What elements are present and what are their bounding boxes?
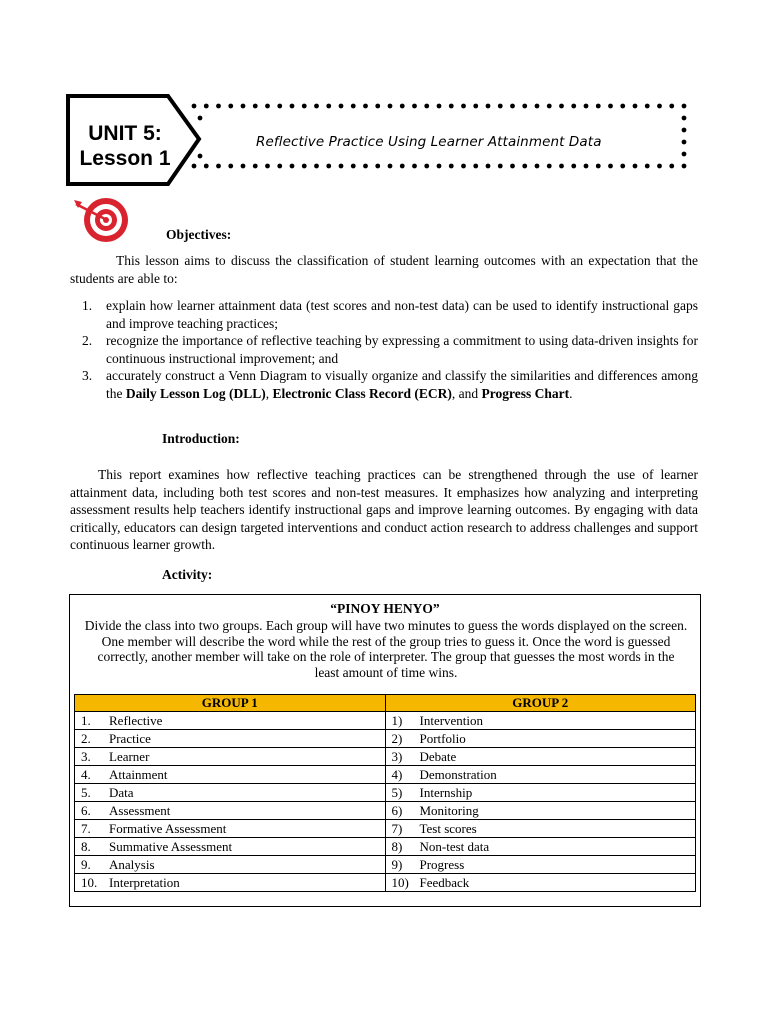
frame-dot xyxy=(645,164,650,169)
frame-dot xyxy=(216,104,221,109)
frame-dot xyxy=(326,104,331,109)
progress-chart-term: Progress Chart xyxy=(481,385,570,401)
group1-word: 2. Practice xyxy=(75,730,386,748)
table-row xyxy=(75,874,696,892)
frame-dot xyxy=(351,164,356,169)
frame-dot xyxy=(547,164,552,169)
frame-dot xyxy=(473,164,478,169)
group2-word: 1) Intervention xyxy=(385,712,696,730)
frame-dot xyxy=(265,164,270,169)
frame-dot xyxy=(473,104,478,109)
frame-dot xyxy=(657,104,662,109)
frame-dot xyxy=(596,164,601,169)
frame-dot xyxy=(633,164,638,169)
lesson-label: Lesson 1 xyxy=(79,147,171,170)
objectives-intro: This lesson aims to discuss the classification of student learning outcomes with an expectation that the students are able to: xyxy=(70,253,698,286)
group2-word: 3) Debate xyxy=(385,748,696,766)
dll-term: Daily Lesson Log (DLL) xyxy=(125,385,266,401)
activity-description: Divide the class into two groups. Each group will have two minutes to guess the words displayed on the screen. One member will describe the word while the rest of the group tries to guess it. Once the word is guessed correctly, another member will take on the role of interpreter. The group that guesses the most words in the least amount of time wins. xyxy=(84,618,688,680)
frame-dot xyxy=(204,104,209,109)
table-row xyxy=(75,730,696,748)
frame-dot xyxy=(351,104,356,109)
frame-dot xyxy=(682,164,687,169)
frame-dot xyxy=(302,104,307,109)
frame-dot xyxy=(277,104,282,109)
frame-dot xyxy=(277,164,282,169)
frame-dot xyxy=(375,104,380,109)
table-row xyxy=(75,838,696,856)
frame-dot xyxy=(682,104,687,109)
activity-heading: Activity: xyxy=(162,567,213,582)
frame-dot xyxy=(682,152,687,157)
group2-word: 5) Internship xyxy=(385,784,696,802)
frame-dot xyxy=(424,104,429,109)
frame-dot xyxy=(535,164,540,169)
group2-header: GROUP 2 xyxy=(385,695,696,712)
frame-dot xyxy=(302,164,307,169)
frame-dot xyxy=(192,164,197,169)
frame-dot xyxy=(339,164,344,169)
frame-dot xyxy=(449,104,454,109)
table-row xyxy=(75,856,696,874)
frame-dot xyxy=(510,104,515,109)
frame-dot xyxy=(584,164,589,169)
group1-word: 3. Learner xyxy=(75,748,386,766)
frame-dot xyxy=(412,164,417,169)
frame-dot xyxy=(571,164,576,169)
lesson-title: Reflective Practice Using Learner Attainment Data xyxy=(256,134,602,150)
group1-word: 5. Data xyxy=(75,784,386,802)
frame-dot xyxy=(522,104,527,109)
frame-dot xyxy=(228,164,233,169)
frame-dot xyxy=(608,104,613,109)
frame-dot xyxy=(388,164,393,169)
frame-dot xyxy=(326,164,331,169)
frame-dot xyxy=(510,164,515,169)
objective-item: 3. accurately construct a Venn Diagram to visually organize and classify the similarities and differences among the Daily Lesson Log (DLL), Electronic Class Record (ECR), and Progress Chart. xyxy=(82,368,698,401)
frame-dot xyxy=(620,164,625,169)
frame-dot xyxy=(486,104,491,109)
group2-word: 2) Portfolio xyxy=(385,730,696,748)
frame-dot xyxy=(198,154,203,159)
group2-word: 8) Non-test data xyxy=(385,838,696,856)
frame-dot xyxy=(375,164,380,169)
objectives-heading: Objectives: xyxy=(166,227,232,242)
frame-dot xyxy=(424,164,429,169)
frame-dot xyxy=(633,104,638,109)
frame-dot xyxy=(669,104,674,109)
activity-title: “PINOY HENYO” xyxy=(330,601,440,616)
group1-word: 4. Attainment xyxy=(75,766,386,784)
frame-dot xyxy=(400,164,405,169)
frame-dot xyxy=(547,104,552,109)
frame-dot xyxy=(682,140,687,145)
group1-word: 10. Interpretation xyxy=(75,874,386,892)
frame-dot xyxy=(682,128,687,133)
frame-dot xyxy=(498,164,503,169)
objectives-list xyxy=(82,297,698,402)
frame-dot xyxy=(216,164,221,169)
objective-item: 1. explain how learner attainment data (test scores and non-test data) can be used to identify instructional gaps and improve teaching practices; xyxy=(82,298,698,331)
frame-dot xyxy=(461,104,466,109)
frame-dot xyxy=(388,104,393,109)
frame-dot xyxy=(265,104,270,109)
frame-dot xyxy=(363,164,368,169)
group1-header: GROUP 1 xyxy=(75,695,386,712)
frame-dot xyxy=(535,104,540,109)
frame-dot xyxy=(645,104,650,109)
frame-dot xyxy=(522,164,527,169)
frame-dot xyxy=(241,104,246,109)
group1-word: 7. Formative Assessment xyxy=(75,820,386,838)
table-row xyxy=(75,766,696,784)
frame-dot xyxy=(437,104,442,109)
table-row xyxy=(75,748,696,766)
frame-dot xyxy=(400,104,405,109)
introduction-heading: Introduction: xyxy=(162,431,240,446)
frame-dot xyxy=(290,164,295,169)
frame-dot xyxy=(559,104,564,109)
frame-dot xyxy=(657,164,662,169)
frame-dot xyxy=(192,104,197,109)
table-row xyxy=(75,784,696,802)
group1-word: 8. Summative Assessment xyxy=(75,838,386,856)
objective-item: 2. recognize the importance of reflective teaching by expressing a commitment to using data-driven insights for continuous instructional improvement; and xyxy=(82,333,698,366)
group2-word: 9) Progress xyxy=(385,856,696,874)
frame-dot xyxy=(241,164,246,169)
frame-dot xyxy=(669,164,674,169)
frame-dot xyxy=(314,164,319,169)
frame-dot xyxy=(290,104,295,109)
group1-word: 1. Reflective xyxy=(75,712,386,730)
groups-body xyxy=(75,712,696,892)
group2-word: 10) Feedback xyxy=(385,874,696,892)
table-row xyxy=(75,712,696,730)
frame-dot xyxy=(449,164,454,169)
frame-dot xyxy=(596,104,601,109)
frame-dot xyxy=(228,104,233,109)
frame-dot xyxy=(339,104,344,109)
frame-dot xyxy=(363,104,368,109)
table-row xyxy=(75,820,696,838)
frame-dot xyxy=(584,104,589,109)
group1-word: 6. Assessment xyxy=(75,802,386,820)
activity-box xyxy=(69,594,701,907)
target-icon xyxy=(72,196,132,248)
groups-table xyxy=(74,694,696,892)
frame-dot xyxy=(253,164,258,169)
introduction-text: This report examines how reflective teaching practices can be strengthened through the use of learner attainment data, including both test scores and non-test measures. It emphasizes how analyzing and interpreting assessment results help teachers identify instructional gaps and improve learning outcomes. By engaging with data critically, educators can design targeted interventions and conduct action research to address challenges and support continuous learner growth. xyxy=(70,467,698,552)
group1-word: 9. Analysis xyxy=(75,856,386,874)
frame-dot xyxy=(461,164,466,169)
table-row xyxy=(75,802,696,820)
group2-word: 4) Demonstration xyxy=(385,766,696,784)
group2-word: 6) Monitoring xyxy=(385,802,696,820)
frame-dot xyxy=(198,116,203,121)
frame-dot xyxy=(608,164,613,169)
frame-dot xyxy=(253,104,258,109)
frame-dot xyxy=(682,116,687,121)
frame-dot xyxy=(486,164,491,169)
frame-dot xyxy=(437,164,442,169)
frame-dot xyxy=(498,104,503,109)
group2-word: 7) Test scores xyxy=(385,820,696,838)
frame-dot xyxy=(314,104,319,109)
frame-dot xyxy=(620,104,625,109)
frame-dot xyxy=(559,164,564,169)
frame-dot xyxy=(571,104,576,109)
frame-dot xyxy=(204,164,209,169)
ecr-term: Electronic Class Record (ECR) xyxy=(272,385,452,401)
unit-label: UNIT 5: xyxy=(88,122,162,145)
frame-dot xyxy=(412,104,417,109)
